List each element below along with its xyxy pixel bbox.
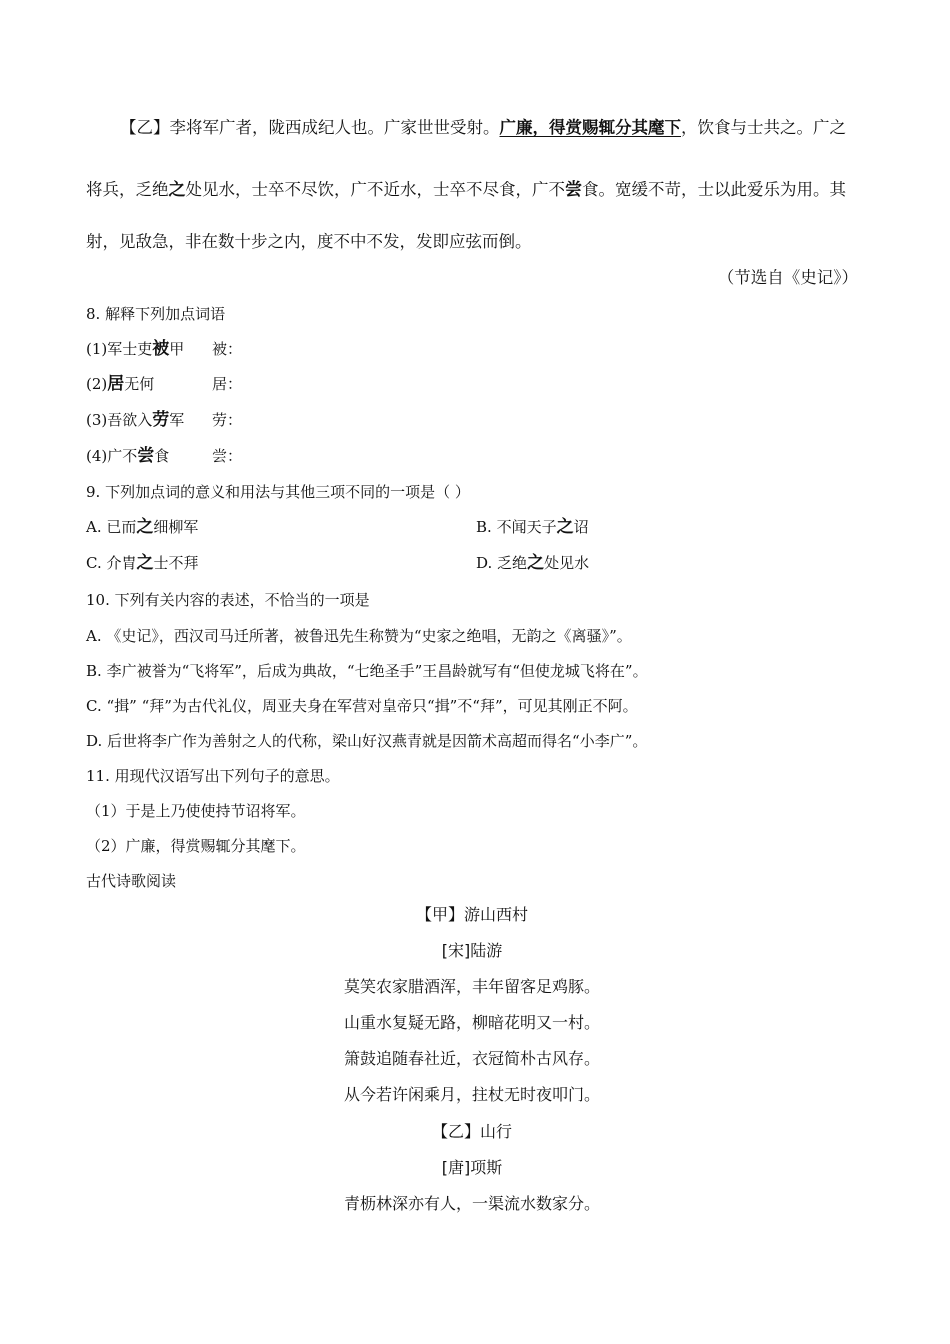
dotted-word: 尝 xyxy=(565,180,582,200)
q11-title: 11. 用现代汉语写出下列句子的意思。 xyxy=(86,767,340,785)
answer-label: 尝： xyxy=(212,447,243,465)
dotted-word: 之 xyxy=(168,180,186,200)
q9-option-d[interactable]: D. 乏绝之处见水 xyxy=(476,553,590,573)
dotted-word: 被 xyxy=(152,339,170,359)
poem1-title: 【甲】游山西村 xyxy=(415,905,528,924)
q9-title: 9. 下列加点词的意义和用法与其他三项不同的一项是（ ） xyxy=(86,483,470,501)
poem1-line: 莫笑农家腊酒浑，丰年留客足鸡豚。 xyxy=(343,977,600,996)
poem2-author: [唐]项斯 xyxy=(441,1158,503,1177)
q9-option-a[interactable]: A. 已而之细柳军 xyxy=(86,517,199,537)
poetry-heading: 古代诗歌阅读 xyxy=(86,872,177,890)
passage-text: 处见水，士卒不尽饮，广不近水，士卒不尽食，广不 xyxy=(185,180,565,199)
poem1-line: 从今若许闲乘月，拄杖无时夜叩门。 xyxy=(343,1085,600,1104)
answer-label: 被： xyxy=(212,340,243,358)
dotted-word: 之 xyxy=(136,517,154,537)
passage-line-1 xyxy=(120,118,846,138)
q8-item: (1)军士吏被甲 被： xyxy=(86,339,243,359)
poem2-title: 【乙】山行 xyxy=(431,1122,512,1141)
passage-text: 【乙】李将军广者，陇西成纪人也。广家世世受射。 xyxy=(120,118,500,137)
poem2-line: 青枥林深亦有人，一渠流水数家分。 xyxy=(343,1194,600,1213)
dotted-word: 之 xyxy=(136,553,154,573)
q11-item: （1）于是上乃使使持节诏将军。 xyxy=(86,802,306,820)
passage-text: 食。宽缓不苛，士以此爱乐为用。其 xyxy=(582,180,846,199)
passage-line-2 xyxy=(86,180,846,200)
q10-option-a[interactable]: A. 《史记》，西汉司马迁所著，被鲁迅先生称赞为“史家之绝唱，无韵之《离骚》”。 xyxy=(86,627,632,645)
dotted-word: 居 xyxy=(107,374,125,394)
dotted-word: 尝 xyxy=(137,446,155,466)
answer-label: 居： xyxy=(212,375,243,393)
q10-option-c[interactable]: C. “揖” “拜”为古代礼仪，周亚夫身在军营对皇帝只“揖”不“拜”，可见其刚正不阿。 xyxy=(86,697,638,715)
poem1-line: 箫鼓追随春社近，衣冠简朴古风存。 xyxy=(343,1049,600,1068)
answer-label: 劳： xyxy=(212,411,243,429)
passage-text: ，饮食与士共之。广之 xyxy=(681,118,846,137)
q9-options-row xyxy=(86,517,866,537)
q11-item: （2）广廉，得赏赐辄分其麾下。 xyxy=(86,837,306,855)
poem1-line: 山重水复疑无路，柳暗花明又一村。 xyxy=(343,1013,600,1032)
dotted-word: 之 xyxy=(556,517,574,537)
dotted-word: 劳 xyxy=(152,410,170,430)
dotted-word: 之 xyxy=(527,553,545,573)
q9-options-row xyxy=(86,553,866,573)
q8-item: (2)居无何 居： xyxy=(86,374,243,394)
q9-option-b[interactable]: B. 不闻天子之诏 xyxy=(476,517,589,537)
q10-option-b[interactable]: B. 李广被誉为“飞将军”，后成为典故，“七绝圣手”王昌龄就写有“但使龙城飞将在”。 xyxy=(86,662,648,680)
q10-option-d[interactable]: D. 后世将李广作为善射之人的代称，梁山好汉燕青就是因箭术高超而得名“小李广”。 xyxy=(86,732,648,750)
passage-underlined-sentence: 广廉，得赏赐辄分其麾下 xyxy=(499,118,681,137)
passage-text: 将兵，乏绝 xyxy=(86,180,169,199)
q8-title: 8. 解释下列加点词语 xyxy=(86,305,226,323)
q10-title: 10. 下列有关内容的表述，不恰当的一项是 xyxy=(86,591,370,609)
q8-item: (3)吾欲入劳军 劳： xyxy=(86,410,243,430)
q8-item: (4)广不尝食 尝： xyxy=(86,446,243,466)
passage-line-3: 射，见敌急，非在数十步之内，度不中不发，发即应弦而倒。 xyxy=(86,232,532,251)
q9-option-c[interactable]: C. 介胄之士不拜 xyxy=(86,553,199,573)
passage-source: （节选自《史记》） xyxy=(717,268,858,287)
poem1-author: [宋]陆游 xyxy=(441,941,503,960)
